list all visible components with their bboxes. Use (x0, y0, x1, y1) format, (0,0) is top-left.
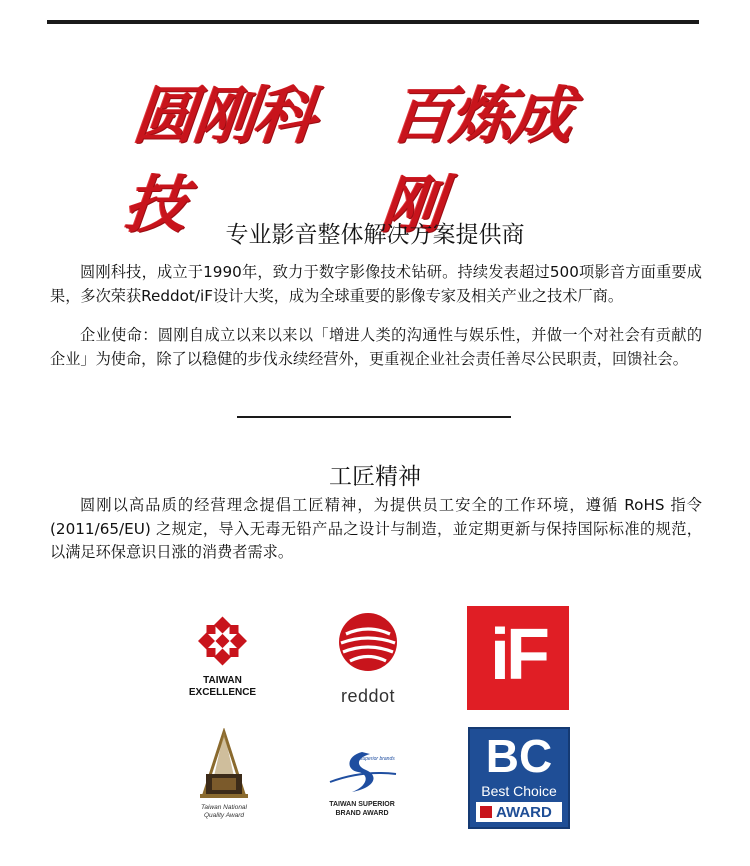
national-quality-line2: Quality Award (203, 812, 245, 819)
best-choice-award-logo (468, 727, 570, 829)
craft-title: 工匠精神 (329, 464, 421, 490)
national-quality-line1: Taiwan National (200, 804, 247, 811)
best-choice-bc: BC (485, 730, 553, 782)
intro-paragraph-2: 企业使命：圆刚自成立以来以来以「增进人类的沟通性与娱乐性，并做一个对社会有贡献的企业」为使命，除了以稳健的步伐永续经营外，更重视企业社会责任善尽公民职责，回馈社会。 (50, 326, 702, 368)
trophy-icon (190, 728, 258, 800)
taiwan-excellence-award-logo (185, 615, 260, 700)
superior-brand-line1: TAIWAN SUPERIOR (329, 801, 395, 808)
if-design-award-logo (467, 606, 569, 710)
slogan-part1: 圆刚科技 (120, 79, 319, 241)
section-divider (237, 416, 511, 418)
slogan-part2: 百炼成刚 (377, 79, 576, 241)
best-choice-line2: AWARD (496, 803, 552, 821)
superior-brand-small: superior brands (360, 756, 395, 762)
craft-paragraph: 圆刚以高品质的经营理念提倡工匠精神，为提供员工安全的工作环境，遵循 RoHS 指令 (2011/65/EU) 之规定，导入无毒无铅产品之设计与制造，並定期更新与保持国际标准的规范，以满足环保意识日涨的消费者需求。 (50, 496, 702, 561)
intro-paragraph-1: 圆刚科技，成立于1990年，致力于数字影像技术钻研。持续发表超过500项影音方面重要成果，多次荣获Reddot/iF设计大奖，成为全球重要的影像专家及相关产业之技术厂商。 (50, 263, 702, 305)
award-ribbon-icon (480, 806, 492, 818)
reddot-award-logo (332, 610, 404, 710)
superior-brand-swoosh-icon (322, 748, 402, 794)
national-quality-award-logo (190, 728, 258, 828)
superior-brand-award-logo (322, 748, 402, 823)
taiwan-excellence-line1: TAIWAN (203, 675, 242, 686)
reddot-label: reddot (340, 686, 396, 706)
reddot-icon (332, 610, 404, 674)
intro-title: 专业影音整体解决方案提供商 (225, 222, 525, 248)
best-choice-line1: Best Choice (481, 783, 557, 799)
top-divider (47, 20, 699, 24)
if-label: iF (490, 615, 546, 695)
taiwan-excellence-icon (185, 615, 260, 667)
superior-brand-line2: BRAND AWARD (335, 810, 389, 817)
taiwan-excellence-line2: EXCELLENCE (188, 687, 257, 698)
